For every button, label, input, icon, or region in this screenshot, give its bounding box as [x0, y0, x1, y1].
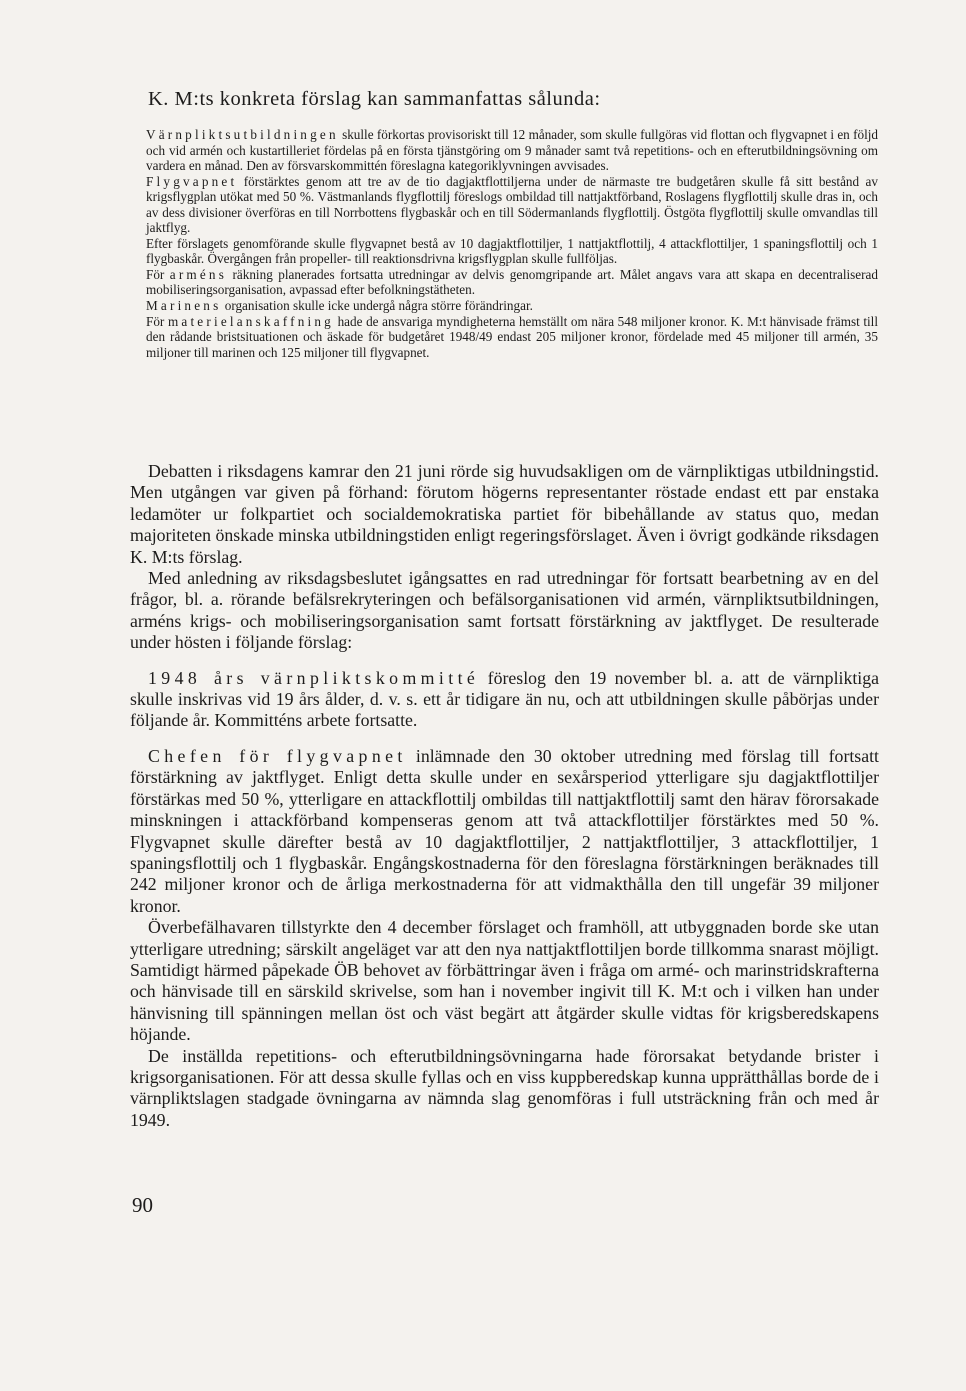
spaced-term: arméns [169, 266, 228, 282]
summary-paragraph: Flygvapnet förstärktes genom att tre av de tio dagjaktflottiljerna under de närmaste tre budgetåren skulle få sitt bestånd av krigsflygplan utökat med 50 %. Västmanlands flygflottilj föreslogs ombildad till nattjaktförband, Roslagens flygflottilj skulle dras in, och av dess divisioner överföras en till Norrbottens flygbaskår och en till Södermanlands flygflottilj. Östgöta flygflottilj skulle omvandlas till jaktflyg. [146, 173, 878, 236]
spaced-term: materielanskaffning [167, 313, 334, 329]
spaced-term: Chefen för flygvapnet [148, 745, 407, 766]
spaced-term: Flygvapnet [146, 173, 238, 189]
spaced-term: 1948 års värnpliktskommitté [148, 667, 480, 688]
page-number: 90 [132, 1193, 153, 1217]
section-heading: K. M:ts konkreta förslag kan sammanfattas sålunda: [148, 88, 601, 110]
summary-paragraph: Marinens organisation skulle icke undergå några större förändringar. [146, 298, 533, 314]
body-paragraph: Chefen för flygvapnet inlämnade den 30 oktober utredning med förslag till fortsatt förstärkning av jaktflyget. Enligt detta skulle under en sexårsperiod ytterligare sju dagjaktflottiljer förstärkas med 50 %, ytterligare en attackflottilj ombildas till nattjaktflottilj samt den härav förorsakade minskningen i attackförband kompenseras genom att två attackflottiljer förstärktes med 50 %. Flygvapnet skulle därefter bestå av 10 dagjaktflottiljer, 2 nattjaktflottiljer, 3 attackflottiljer, 1 spaningsflottilj och 1 flygbaskår. Engångskostnaderna för den föreslagna förstärkningen beräknades till 242 miljoner kronor och de årliga merkostnaderna för att vidmakthålla den till ungefär 39 miljoner kronor. [130, 745, 879, 916]
spaced-term: Marinens [146, 298, 222, 314]
proposal-summary [146, 127, 878, 360]
body-paragraph: Med anledning av riksdagsbeslutet igångsattes en rad utredningar för fortsatt bearbetning av en del frågor, bl. a. rörande befälsrekryteringen och befälsorganisationen vid armén, värnpliktsutbildningen, arméns krigs- och mobiliseringsorganisation samt fortsatt förstärkning av jaktflyget. De resulterade under hösten i följande förslag: [130, 568, 879, 653]
body-paragraph: De inställda repetitions- och efterutbildningsövningarna hade förorsakat betydande brister i krigsorganisationen. För att dessa skulle fyllas och en viss kuppberedskap kunna upprätthållas borde de i värnpliktslagen stadgade övningarna av nämnda slag genomföras i full utsträckning från och med år 1949. [130, 1045, 879, 1130]
summary-paragraph: Värnpliktsutbildningen skulle förkortas provisoriskt till 12 månader, som skulle fullgöras vid flottan och flygvapnet i en följd och vid armén och kustartilleriet fördelas på en första tjänstgöring om 9 månader samt två repetitions- och en efterutbildningsövning om vardera en månad. Den av försvarskommittén föreslagna kategoriklyvningen avvisades. [146, 127, 878, 174]
summary-paragraph: För materielanskaffning hade de ansvariga myndigheterna hemställt om nära 548 miljoner kronor. K. M:t hänvisade främst till den rådande bristsituationen och äskade för budgetåret 1948/49 endast 205 miljoner kronor, fördelade med 45 miljoner till armén, 35 miljoner till marinen och 125 miljoner till flygvapnet. [146, 313, 879, 360]
summary-paragraph: Efter förslagets genomförande skulle flygvapnet bestå av 10 dagjaktflottiljer, 1 nattjaktflottilj, 4 attackflottiljer, 1 spaningsflottilj och 1 flygbaskår. Övergången från propeller- till reaktionsdrivna krigsflygplan skulle fullföljas. [146, 235, 878, 267]
spaced-term: Värnpliktsutbildningen [146, 127, 339, 142]
body-paragraph: 1948 års värnpliktskommitté föreslog den 19 november bl. a. att de värnpliktiga skulle inskrivas vid 19 års ålder, d. v. s. ett år tidigare än nu, och att utbildningen skulle påbörjas under följande år. Kommitténs arbete fortsatte. [130, 667, 879, 731]
summary-paragraph: För arméns räkning planerades fortsatta utredningar av delvis genomgripande art. Målet angavs vara att skapa en decentraliserad mobiliseringsorganisation, avpassad efter befolkningstätheten. [146, 266, 878, 298]
body-paragraph: Överbefälhavaren tillstyrkte den 4 december förslaget och framhöll, att utbyggnaden borde ske utan ytterligare utredning; särskilt angeläget var att den nya nattjaktflottiljen borde tillkomma snarast möjligt. Samtidigt härmed påpekade ÖB behovet av förbättringar även i fråga om armé- och marinstridskrafterna och hänvisade till en särskild skrivelse, som han i november ingivit till K. M:t och i vilken han under hänvisning till spänningen mellan öst och väst begärt att åtgärder skulle vidtas för krigsberedskapens höjande. [130, 917, 879, 1045]
body-text [130, 461, 879, 1131]
body-paragraph: Debatten i riksdagens kamrar den 21 juni rörde sig huvudsakligen om de värnpliktigas utbildningstid. Men utgången var given på förhand: förutom högerns representanter röstade endast ett par enstaka ledamöter ur folkpartiet och socialdemokratiska partiet för bibehållande av status quo, medan majoriteten önskade minska utbildningstiden enligt regeringsförslaget. Även i övrigt godkände riksdagen K. M:ts förslag. [130, 461, 879, 567]
